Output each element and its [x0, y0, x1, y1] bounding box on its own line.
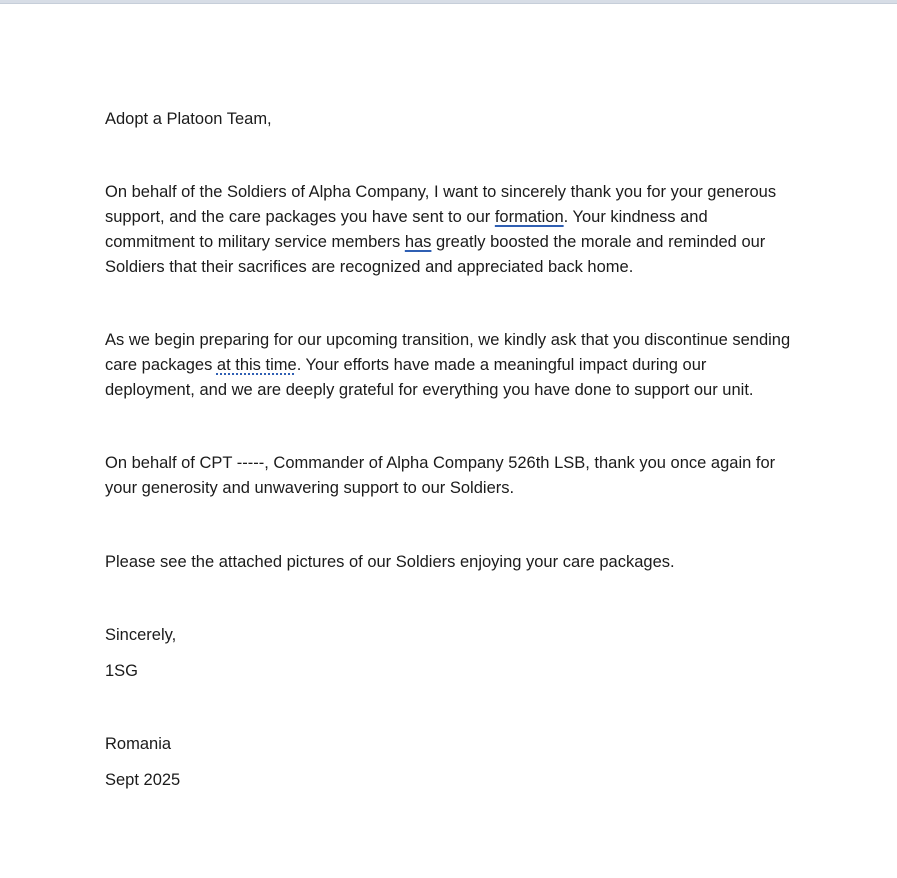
grammar-flag-has[interactable]: has	[404, 233, 432, 251]
date: Sept 2025	[105, 771, 181, 789]
style-flag-at-this-time[interactable]: at this time	[216, 356, 297, 374]
paragraph-transition-text-1: As we begin preparing for our upcoming transition, we kindly ask that you discontinue sending care packages	[105, 331, 791, 374]
signer-rank: 1SG	[105, 662, 139, 680]
paragraph-transition-text-2: . Your efforts have made a meaningful impact during our deployment, and we are deeply grateful for everything you have done to support our unit.	[105, 356, 754, 399]
location: Romania	[105, 735, 172, 753]
letter-body[interactable]	[105, 107, 797, 793]
paragraph-thanks-text-2: . Your kindness and commitment to military service members	[105, 208, 708, 251]
grammar-flag-formation[interactable]: formation	[494, 208, 564, 226]
paragraph-thanks-text-1: On behalf of the Soldiers of Alpha Company, I want to sincerely thank you for your generous support, and the care packages you have sent to our	[105, 183, 777, 226]
salutation: Adopt a Platoon Team,	[105, 110, 272, 128]
paragraph-transition	[105, 328, 797, 403]
paragraph-thanks-text-3: greatly boosted the morale and reminded our Soldiers that their sacrifices are recognized and appreciated back home.	[105, 233, 766, 276]
top-border	[0, 0, 897, 4]
closing: Sincerely,	[105, 626, 177, 644]
paragraph-pictures: Please see the attached pictures of our Soldiers enjoying your care packages.	[105, 553, 675, 571]
paragraph-commander: On behalf of CPT -----, Commander of Alpha Company 526th LSB, thank you once again for your generosity and unwavering support to our Soldiers.	[105, 454, 776, 497]
paragraph-thanks	[105, 180, 797, 280]
